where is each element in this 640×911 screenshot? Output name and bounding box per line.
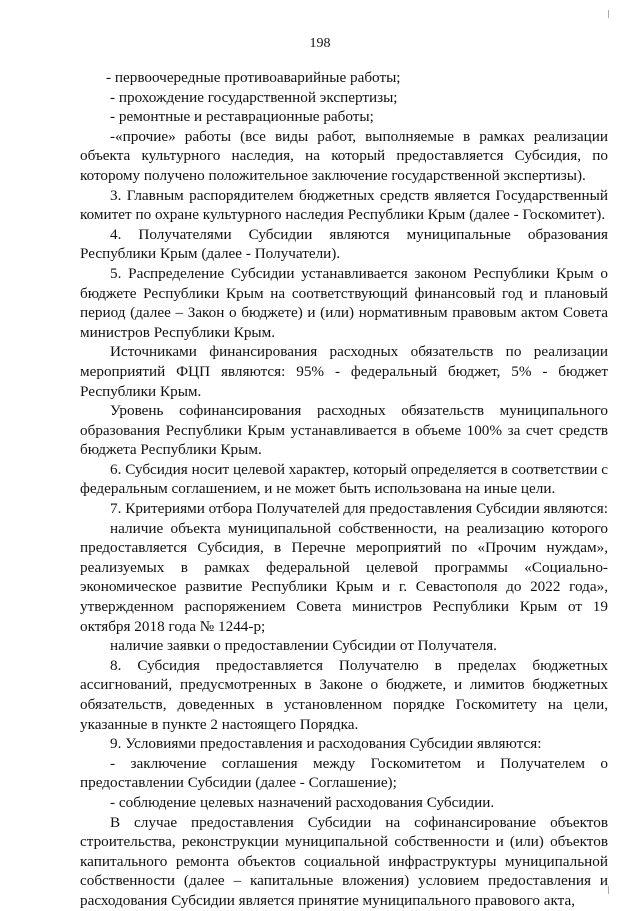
scan-mark xyxy=(608,886,609,894)
paragraph: 4. Получателями Субсидии являются муниципальные образования Республики Крым (далее - Получатели). xyxy=(80,225,608,263)
paragraph: В случае предоставления Субсидии на софинансирование объектов строительства, реконструкции муниципальной собственности и (или) объектов капитального ремонта объектов социальной инфраструктуры муниципальной собственности (далее – капитальные вложения) условием предоставления и расходования Субсидии является принятие муниципального правового акта, xyxy=(80,813,608,909)
paragraph: 6. Субсидия носит целевой характер, который определяется в соответствии с федеральным соглашением, и не может быть использована на иные цели. xyxy=(80,460,609,498)
paragraph: 8. Субсидия предоставляется Получателю в пределах бюджетных ассигнований, предусмотренных в Законе о бюджете, и лимитов бюджетных обязательств, доведенных в установленном порядке Госкомитету на цели, указанные в пункте 2 настоящего Порядка. xyxy=(80,656,608,733)
paragraph: Источниками финансирования расходных обязательств по реализации мероприятий ФЦП являются: 95% - федеральный бюджет, 5% - бюджет Республики Крым. xyxy=(80,343,608,400)
list-item: - прохождение государственной экспертизы; xyxy=(110,88,398,106)
document-body xyxy=(80,68,608,911)
list-item: наличие объекта муниципальной собственности, на реализацию которого предоставляется Субсидия, в Перечне мероприятий по «Прочим нуждам», реализуемых в рамках федеральной целевой программы «Социально-экономическое развитие Республики Крым и г. Севастополя до 2022 года», утвержденном распоряжением Совета министров Республики Крым от 19 октября 2018 года № 1244-р; xyxy=(80,519,608,635)
paragraph: 9. Условиями предоставления и расходования Субсидии являются: xyxy=(110,735,542,753)
list-item: наличие заявки о предоставлении Субсидии от Получателя. xyxy=(110,637,497,655)
paragraph: Уровень софинансирования расходных обязательств муниципального образования Республики Крым устанавливается в объеме 100% за счет средств бюджета Республики Крым. xyxy=(80,402,608,459)
list-item: -«прочие» работы (все виды работ, выполняемые в рамках реализации объекта культурного наследия, на который предоставляется Субсидия, по которому получено положительное заключение государственной экспертизы). xyxy=(80,127,608,184)
paragraph: 3. Главным распорядителем бюджетных средств является Государственный комитет по охране культурного наследия Республики Крым (далее - Госкомитет). xyxy=(80,186,608,224)
list-item: - соблюдение целевых назначений расходования Субсидии. xyxy=(110,793,495,811)
list-item: - заключение соглашения между Госкомитетом и Получателем о предоставлении Субсидии (далее - Соглашение); xyxy=(80,754,608,792)
scan-mark xyxy=(608,10,609,18)
paragraph: 7. Критериями отбора Получателей для предоставления Субсидии являются: xyxy=(110,500,608,518)
list-item: - первоочередные противоаварийные работы; xyxy=(106,69,401,86)
page-number: 198 xyxy=(309,36,331,51)
paragraph: 5. Распределение Субсидии устанавливается законом Республики Крым о бюджете Республики Крым на соответствующий финансовый год и плановый период (далее – Закон о бюджете) и (или) нормативным правовым актом Совета министров Республики Крым. xyxy=(80,264,608,341)
list-item: - ремонтные и реставрационные работы; xyxy=(110,108,374,126)
